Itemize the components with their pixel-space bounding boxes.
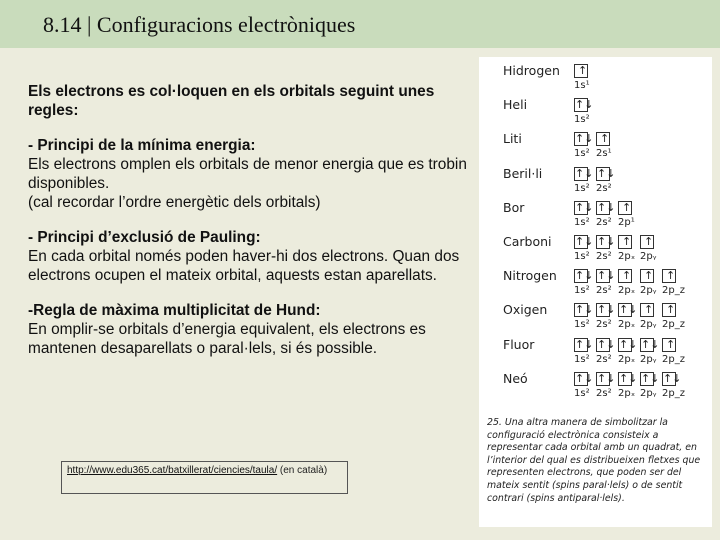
orbital-box bbox=[662, 338, 676, 352]
orbital-label: 2s² bbox=[596, 216, 612, 228]
rule-body: En cada orbital només poden haver-hi dos electrons. Quan dos electrons ocupen el mateix orbital, aquests estan aparellats. bbox=[28, 248, 460, 284]
orbital-label: 2pₓ bbox=[618, 285, 636, 297]
slide-title bbox=[43, 12, 355, 38]
title-bar bbox=[0, 0, 720, 48]
orbital-box bbox=[596, 303, 616, 317]
orbital-box bbox=[596, 166, 616, 181]
title-text: Configuracions electròniques bbox=[96, 12, 356, 37]
rule-note: (cal recordar l’ordre energètic dels orbitals) bbox=[28, 194, 321, 211]
element-name: Hidrogen bbox=[503, 63, 560, 78]
electron-arrow: ↑↓ bbox=[597, 337, 616, 351]
rule-heading: - Principi de la mínima energia: bbox=[28, 137, 256, 154]
electron-arrow: ↑↓ bbox=[619, 337, 638, 351]
orbital-label: 2pᵧ bbox=[640, 353, 657, 365]
orbital-box bbox=[640, 269, 654, 283]
orbital-label: 2pₓ bbox=[618, 319, 636, 331]
electron-arrow: ↑ bbox=[644, 303, 654, 317]
orbital-box bbox=[596, 200, 616, 215]
reference-box bbox=[61, 461, 348, 494]
electron-arrow: ↑ bbox=[622, 235, 632, 248]
orbital-box bbox=[574, 132, 594, 146]
orbital-label: 2pₓ bbox=[618, 353, 636, 365]
rule-minimum-energy bbox=[28, 136, 473, 212]
orbital-box bbox=[574, 371, 594, 386]
orbital-box bbox=[596, 371, 616, 386]
orbital-label: 2pₓ bbox=[618, 387, 636, 399]
element-name: Oxigen bbox=[503, 302, 548, 318]
orbital-box bbox=[618, 303, 638, 317]
reference-link[interactable]: http://www.edu365.cat/batxillerat/ciencies/taula/ bbox=[67, 465, 278, 476]
electron-arrow: ↑↓ bbox=[575, 303, 594, 317]
electron-arrow: ↑↓ bbox=[597, 371, 616, 385]
orbital-box bbox=[618, 269, 632, 283]
orbital-box bbox=[574, 98, 594, 112]
element-name: Bor bbox=[503, 199, 525, 215]
electron-arrow: ↑↓ bbox=[597, 200, 616, 214]
orbital-box bbox=[574, 235, 594, 249]
electron-arrow: ↑ bbox=[622, 200, 632, 214]
orbital-label: 1s² bbox=[574, 182, 590, 194]
title-separator: | bbox=[87, 12, 92, 37]
orbital-box bbox=[640, 371, 660, 386]
orbital-label: 2pᵧ bbox=[640, 319, 657, 331]
orbital-label: 2p_z bbox=[662, 353, 685, 365]
rule-pauli-exclusion bbox=[28, 228, 473, 285]
orbital-diagram-figure bbox=[479, 57, 712, 527]
electron-arrow: ↑↓ bbox=[575, 371, 594, 385]
orbital-label: 2s² bbox=[596, 387, 612, 399]
orbital-label: 2pᵧ bbox=[640, 285, 657, 297]
orbital-box bbox=[574, 200, 594, 215]
electron-arrow: ↑ bbox=[666, 337, 676, 351]
orbital-box bbox=[574, 64, 588, 78]
orbital-label: 1s¹ bbox=[574, 80, 590, 91]
orbital-box bbox=[574, 337, 594, 352]
orbital-label: 2p¹ bbox=[618, 216, 635, 228]
orbital-label: 1s² bbox=[574, 114, 590, 126]
rule-body: Els electrons omplen els orbitals de menor energia que es trobin disponibles. bbox=[28, 156, 467, 192]
electron-arrow: ↑↓ bbox=[641, 337, 660, 351]
orbital-label: 1s² bbox=[574, 285, 590, 297]
element-name: Beril·li bbox=[503, 165, 543, 181]
electron-arrow: ↑ bbox=[666, 269, 676, 283]
orbital-box bbox=[640, 303, 654, 317]
orbital-box bbox=[596, 235, 616, 249]
orbital-label: 2s² bbox=[596, 251, 612, 262]
orbital-box bbox=[640, 235, 654, 249]
orbital-box bbox=[662, 269, 676, 283]
electron-arrow: ↑↓ bbox=[575, 98, 594, 112]
orbital-box bbox=[574, 303, 594, 317]
electron-arrow: ↑↓ bbox=[597, 303, 616, 317]
slide-number: 8.14 bbox=[43, 12, 82, 37]
orbital-label: 1s² bbox=[574, 319, 590, 331]
orbital-box bbox=[662, 303, 676, 317]
rule-heading: - Principi d’exclusió de Pauling: bbox=[28, 229, 261, 246]
electron-arrow: ↑↓ bbox=[575, 200, 594, 214]
electron-arrow: ↑ bbox=[666, 303, 676, 317]
orbital-box bbox=[618, 235, 632, 249]
figure-caption: 25. Una altra manera de simbolitzar la configuració electrònica consisteix a representar cada orbital amb un quadrat, en l’interior del qual es distribueixen fletxes que representen electrons, que poden ser del mateix sentit (spins paral·lels) o de sentit contrari (spins antiparal·lels). bbox=[487, 417, 701, 504]
orbital-box bbox=[574, 269, 594, 283]
electron-arrow: ↑↓ bbox=[641, 371, 660, 385]
orbital-box bbox=[618, 371, 638, 386]
element-name: Nitrogen bbox=[503, 268, 557, 284]
orbital-label: 2p_z bbox=[662, 285, 685, 297]
electron-arrow: ↑↓ bbox=[575, 132, 594, 146]
electron-arrow: ↑↓ bbox=[575, 235, 594, 248]
orbital-label: 2pᵧ bbox=[640, 387, 657, 399]
orbital-label: 1s² bbox=[574, 353, 590, 365]
electron-arrow: ↑↓ bbox=[619, 303, 638, 317]
main-text bbox=[28, 82, 473, 374]
orbital-label: 2pᵧ bbox=[640, 251, 657, 262]
orbital-box bbox=[662, 371, 682, 386]
electron-arrow: ↑↓ bbox=[619, 371, 638, 385]
orbital-box bbox=[618, 201, 632, 215]
electron-arrow: ↑ bbox=[644, 235, 654, 248]
orbital-box bbox=[574, 166, 594, 181]
electron-arrow: ↑↓ bbox=[575, 269, 594, 283]
orbital-label: 1s² bbox=[574, 387, 590, 399]
orbital-box bbox=[618, 337, 638, 352]
orbital-label: 1s² bbox=[574, 216, 590, 228]
electron-arrow: ↑↓ bbox=[597, 235, 616, 248]
electron-arrow: ↑ bbox=[600, 132, 610, 146]
orbital-label: 2s² bbox=[596, 182, 612, 194]
electron-arrow: ↑ bbox=[578, 64, 588, 77]
element-name: Heli bbox=[503, 97, 528, 113]
electron-arrow: ↑↓ bbox=[663, 371, 682, 385]
orbital-label: 2p_z bbox=[662, 387, 685, 399]
element-name: Carboni bbox=[503, 234, 552, 249]
electron-arrow: ↑↓ bbox=[575, 166, 594, 180]
element-name: Fluor bbox=[503, 336, 535, 352]
orbital-label: 2s² bbox=[596, 285, 612, 297]
electron-arrow: ↑ bbox=[644, 269, 654, 283]
orbital-box bbox=[640, 337, 660, 352]
rule-body: En omplir-se orbitals d’energia equivalent, els electrons es mantenen desaparellats o paral·lels, si és possible. bbox=[28, 321, 426, 357]
orbital-label: 1s² bbox=[574, 251, 590, 262]
orbital-box bbox=[596, 337, 616, 352]
electron-arrow: ↑↓ bbox=[597, 269, 616, 283]
rule-heading: -Regla de màxima multiplicitat de Hund: bbox=[28, 302, 321, 319]
rule-hund bbox=[28, 301, 473, 358]
orbital-label: 2pₓ bbox=[618, 251, 636, 262]
element-name: Neó bbox=[503, 370, 528, 386]
orbital-label: 2s¹ bbox=[596, 148, 612, 160]
orbital-label: 2s² bbox=[596, 353, 612, 365]
orbital-box bbox=[596, 132, 610, 146]
orbital-label: 2s² bbox=[596, 319, 612, 331]
electron-arrow: ↑↓ bbox=[597, 166, 616, 180]
intro-text: Els electrons es col·loquen en els orbitals seguint unes regles: bbox=[28, 83, 435, 119]
element-name: Liti bbox=[503, 131, 522, 147]
orbital-label: 2p_z bbox=[662, 319, 685, 331]
orbital-box bbox=[596, 269, 616, 283]
electron-arrow: ↑↓ bbox=[575, 337, 594, 351]
reference-suffix: (en català) bbox=[277, 465, 328, 476]
electron-arrow: ↑ bbox=[622, 269, 632, 283]
orbital-label: 1s² bbox=[574, 148, 590, 160]
